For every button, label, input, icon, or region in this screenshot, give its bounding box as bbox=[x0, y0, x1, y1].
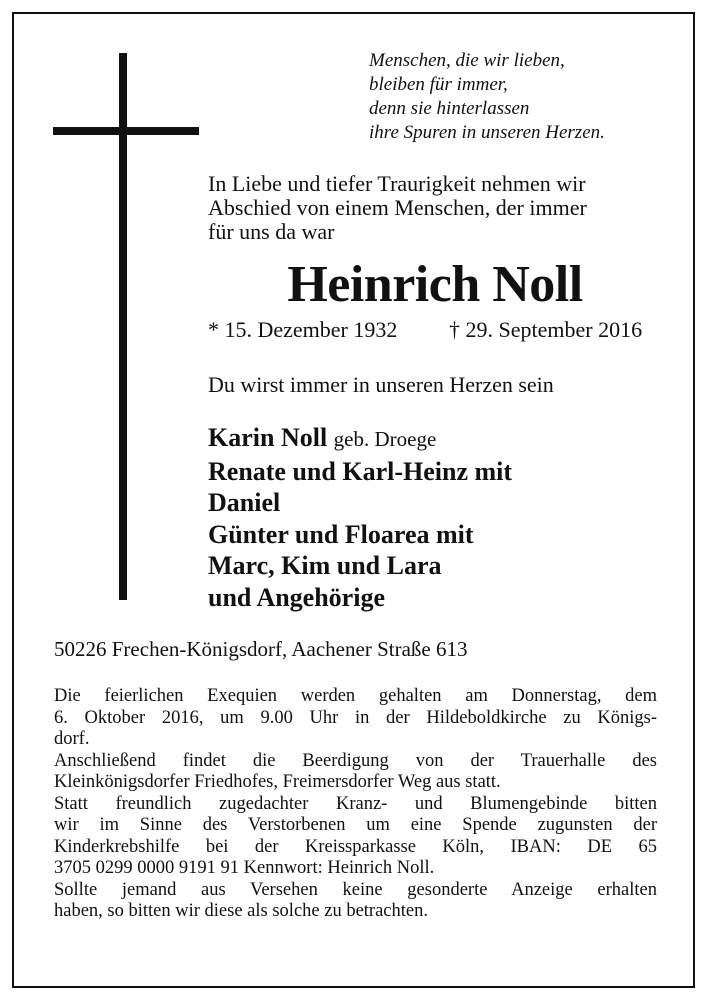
notes-line: haben, so bitten wir diese als solche zu betrachten. bbox=[54, 901, 428, 921]
poem bbox=[369, 49, 605, 145]
cross-icon-crossbar bbox=[53, 127, 199, 135]
mourners-list bbox=[208, 422, 512, 613]
intro-line: für uns da war bbox=[208, 219, 335, 244]
mourner-line: und Angehörige bbox=[208, 582, 385, 612]
notes-line: Anschließend findet die Beerdigung von der Trauerhalle des bbox=[54, 750, 657, 771]
mourner-line bbox=[208, 422, 512, 456]
deceased-name: Heinrich Noll bbox=[287, 256, 583, 313]
birth-date: * 15. Dezember 1932 bbox=[208, 317, 398, 342]
intro-text bbox=[208, 172, 587, 244]
intro-line: Abschied von einem Menschen, der immer bbox=[208, 195, 587, 220]
cross-icon bbox=[119, 53, 127, 600]
intro-line: In Liebe und tiefer Traurigkeit nehmen wir bbox=[208, 171, 586, 196]
mourner-line: Daniel bbox=[208, 488, 281, 517]
notes-line: wir im Sinne des Verstorbenen um eine Spende zugunsten der bbox=[54, 815, 657, 835]
funeral-notes bbox=[54, 686, 657, 923]
notes-line: 3705 0299 0000 9191 91 Kennwort: Heinrich Noll. bbox=[54, 858, 435, 878]
notes-line: Sollte jemand aus Versehen keine gesonderte Anzeige erhalten bbox=[54, 879, 657, 900]
notes-line: dorf. bbox=[54, 729, 90, 749]
mourner-name: Karin Noll bbox=[208, 423, 328, 452]
notes-line: Die feierlichen Exequien werden gehalten am Donnerstag, dem bbox=[54, 686, 657, 706]
farewell-line: Du wirst immer in unseren Herzen sein bbox=[208, 372, 554, 397]
poem-line: denn sie hinterlassen bbox=[369, 98, 530, 119]
mourner-line: Marc, Kim und Lara bbox=[208, 551, 442, 580]
notes-line: Kinderkrebshilfe bei der Kreissparkasse Köln, IBAN: DE 65 bbox=[54, 836, 657, 857]
notes-line: Kleinkönigsdorfer Friedhofes, Freimersdorfer Weg aus statt. bbox=[54, 772, 501, 792]
notes-line: Statt freundlich zugedachter Kranz- und Blumengebinde bitten bbox=[54, 793, 657, 814]
notes-line: 6. Oktober 2016, um 9.00 Uhr in der Hildeboldkirche zu Königs- bbox=[54, 707, 657, 728]
poem-line: ihre Spuren in unseren Herzen. bbox=[369, 122, 605, 143]
family-address: 50226 Frechen-Königsdorf, Aachener Straße 613 bbox=[54, 637, 468, 661]
mourner-line: Renate und Karl-Heinz mit bbox=[208, 456, 513, 486]
death-date: † 29. September 2016 bbox=[449, 317, 643, 342]
mourner-line: Günter und Floarea mit bbox=[208, 519, 474, 549]
poem-line: bleiben für immer, bbox=[369, 74, 508, 95]
poem-line: Menschen, die wir lieben, bbox=[369, 50, 565, 71]
maiden-name: geb. Droege bbox=[333, 427, 437, 451]
